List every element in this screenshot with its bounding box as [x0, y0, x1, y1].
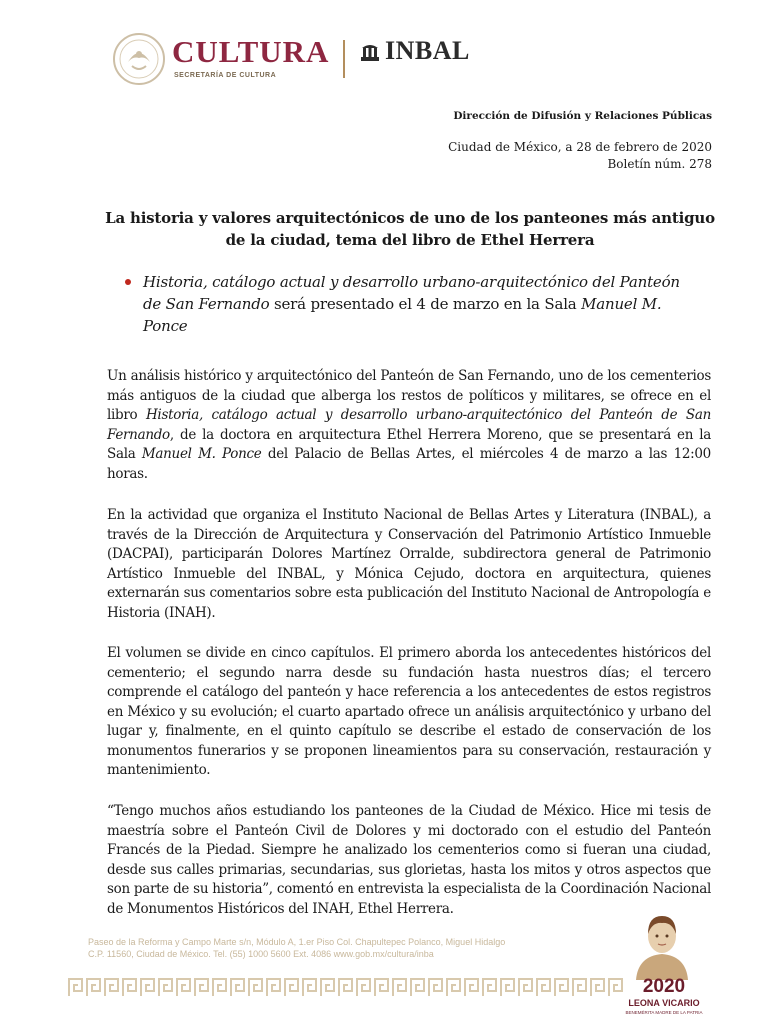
paragraph-4: “Tengo muchos años estudiando los panteones de la Ciudad de México. Hice mi tesis de maestría sobre el Panteón Civil de Dolores y mi doctorado con el estudio del Panteón Francés de la Piedad. Siempre he analizado los cementerios como si fueran una ciudad, desde sus calles primarias, secundarias, sus glorietas, hasta los mitos y otros aspectos que son parte de su historia”, comentó en entrevista la especialista de la Coordinación Nacional de Monumentos Históricos del INAH, Ethel Herrera. [107, 803, 711, 917]
department-line: Dirección de Difusión y Relaciones Públicas [453, 110, 712, 122]
greca-border-pattern [68, 976, 623, 998]
paragraph-2: En la actividad que organiza el Instituto Nacional de Bellas Artes y Literatura (INBAL), a través de la Dirección de Arquitectura y Conservación del Patrimonio Artístico Inmueble (DACPAI), participarán Dolores Martínez Orralde, subdirectora general de Patrimonio Artístico Inmueble del INBAL, y Mónica Cejudo, doctora en arquitectura, quienes externarán sus comentarios sobre esta publicación del Instituto Nacional de Antropología e Historia (INAH). [107, 507, 711, 621]
paragraph-1 [107, 367, 711, 484]
vicario-year: 2020 [642, 976, 686, 997]
paragraph-3: El volumen se divide en cinco capítulos. El primero aborda los antecedentes históricos del cementerio; el segundo narra desde su fundación hasta nuestros días; el tercero comprende el catálogo del panteón y hace referencia a los antecedentes de estos registros en México y su evolución; el cuarto apartado ofrece un análisis arquitectónico y urbano del lugar y, finalmente, en el quinto capítulo se describe el estado de conservación de los monumentos funerarios y se proponen lineamientos para su conservación, restauración y mantenimiento. [107, 645, 711, 778]
date-line: Ciudad de México, a 28 de febrero de 2020 [448, 140, 712, 154]
paragraph-1-text-e: del Palacio de Bellas Artes, el miércoles 4 de marzo a las 12:00 horas. [107, 446, 711, 482]
letterhead [112, 22, 712, 82]
press-title: La historia y valores arquitectónicos de uno de los panteones más antiguo de la ciudad, tema del libro de Ethel Herrera [105, 209, 715, 249]
paragraph-1-text-c: , de la doctora en arquitectura Ethel Herrera Moreno, que se presentará en la Sala [107, 426, 711, 462]
paragraph-1-book-title: Historia, catálogo actual y desarrollo urbano-arquitectónico del Panteón de San Fernando [107, 407, 711, 443]
bullet-book-title: Historia, catálogo actual y desarrollo urbano-arquitectónico del Panteón de San Fernando [143, 273, 680, 313]
footer-address-line-2: C.P. 11560, Ciudad de México. Tel. (55) 1000 5600 Ext. 4086 www.gob.mx/cultura/inba [88, 949, 434, 959]
footer-address-line-1: Paseo de la Reforma y Campo Marte s/n, Módulo A, 1.er Piso Col. Chapultepec Polanco, Miguel Hidalgo [88, 937, 506, 947]
footer-address [88, 936, 608, 960]
leona-vicario-portrait-icon [626, 906, 698, 980]
palacio-bellas-artes-icon [360, 42, 380, 62]
bullet-sala-name: Manuel M. Ponce [143, 295, 662, 335]
vicario-subtitle: BENEMÉRITA MADRE DE LA PATRIA [625, 1010, 703, 1015]
paragraph-1-text-a: Un análisis histórico y arquitectónico del Panteón de San Fernando, uno de los cementerios más antiguos de la ciudad que alberga los restos de políticos y militares, se ofrece en el libro [107, 368, 711, 423]
cultura-logo-text: CULTURA [172, 34, 330, 69]
inbal-logo-text: INBAL [385, 36, 470, 65]
bullet-dot-icon [125, 279, 131, 285]
cultura-logo-subtitle: SECRETARÍA DE CULTURA [174, 72, 277, 79]
mexico-seal-icon [112, 32, 166, 86]
logo-divider [343, 40, 345, 78]
paragraph-1-sala-name: Manuel M. Ponce [141, 446, 262, 462]
bullet-text-mid: será presentado el 4 de marzo en la Sala [269, 295, 582, 313]
bulletin-number: Boletín núm. 278 [607, 157, 712, 171]
vicario-name: LEONA VICARIO [628, 998, 700, 1008]
summary-bullet [143, 271, 683, 337]
